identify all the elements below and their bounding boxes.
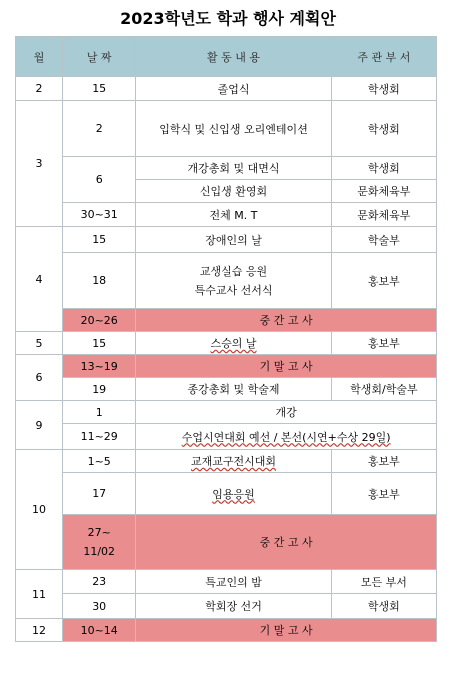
date-cell: 30 (63, 594, 136, 619)
month-cell: 5 (16, 332, 63, 355)
dept-cell: 홍보부 (331, 253, 436, 309)
header-activity: 활 동 내 용 (136, 37, 331, 77)
activity-cell: 개강 (136, 401, 437, 424)
date-cell: 13~19 (63, 355, 136, 378)
date-cell: 17 (63, 473, 136, 515)
dept-cell: 학생회 (331, 157, 436, 180)
month-cell: 4 (16, 227, 63, 332)
dept-cell: 홍보부 (331, 450, 436, 473)
table-row (16, 450, 437, 473)
table-header-row (16, 37, 437, 77)
activity-text: 교재교구전시대회 (191, 455, 277, 468)
table-row (16, 594, 437, 619)
dept-cell: 학술부 (331, 227, 436, 253)
activity-cell: 장애인의 날 (136, 227, 331, 253)
date-cell: 15 (63, 77, 136, 101)
date-line: 27~ (87, 526, 111, 539)
date-cell: 15 (63, 227, 136, 253)
date-cell: 2 (63, 101, 136, 157)
table-row (16, 401, 437, 424)
date-cell: 10~14 (63, 619, 136, 642)
date-line: 11/02 (83, 545, 116, 558)
activity-cell (136, 473, 331, 515)
exam-cell: 기 말 고 사 (136, 619, 437, 642)
activity-text: 수업시연대회 예선 / 본선(시연+수상 29일) (181, 430, 391, 444)
document-title: 2023학년도 학과 행사 계획안 (120, 9, 336, 28)
activity-line: 교생실습 응원 (199, 264, 268, 278)
date-cell: 1 (63, 401, 136, 424)
exam-cell: 중 간 고 사 (136, 309, 437, 332)
date-cell: 1~5 (63, 450, 136, 473)
table-row (16, 101, 437, 157)
date-cell: 18 (63, 253, 136, 309)
activity-cell (136, 253, 331, 309)
table-row (16, 77, 437, 101)
activity-cell: 졸업식 (136, 77, 331, 101)
date-cell: 20~26 (63, 309, 136, 332)
exam-cell: 중 간 고 사 (136, 515, 437, 570)
month-cell: 9 (16, 401, 63, 450)
dept-cell: 학생회 (331, 594, 436, 619)
header-date: 날 짜 (63, 37, 136, 77)
activity-cell: 특교인의 밤 (136, 570, 331, 594)
exam-cell: 기 말 고 사 (136, 355, 437, 378)
table-row (16, 309, 437, 332)
dept-cell: 학생회/학술부 (331, 378, 436, 401)
table-row (16, 253, 437, 309)
month-cell: 11 (16, 570, 63, 619)
activity-cell: 개강총회 및 대면식 (136, 157, 331, 180)
date-cell: 6 (63, 157, 136, 203)
month-cell: 12 (16, 619, 63, 642)
dept-cell: 홍보부 (331, 332, 436, 355)
dept-cell: 학생회 (331, 77, 436, 101)
table-row (16, 473, 437, 515)
dept-cell: 문화체육부 (331, 203, 436, 227)
activity-text: 임용응원 (212, 487, 255, 501)
month-cell: 3 (16, 101, 63, 227)
month-cell: 6 (16, 355, 63, 401)
date-cell: 19 (63, 378, 136, 401)
dept-cell: 홍보부 (331, 473, 436, 515)
header-month: 월 (16, 37, 63, 77)
month-cell: 10 (16, 450, 63, 570)
activity-cell: 학회장 선거 (136, 594, 331, 619)
dept-cell: 학생회 (331, 101, 436, 157)
table-row (16, 332, 437, 355)
date-cell (63, 515, 136, 570)
table-row (16, 203, 437, 227)
activity-cell: 신입생 환영회 (136, 180, 331, 203)
activity-line: 특수교사 선서식 (194, 283, 273, 297)
activity-cell: 입학식 및 신입생 오리엔테이션 (136, 101, 331, 157)
activity-cell: 전체 M. T (136, 203, 331, 227)
table-row (16, 570, 437, 594)
month-cell: 2 (16, 77, 63, 101)
table-row (16, 619, 437, 642)
activity-cell (136, 332, 331, 355)
table-row (16, 157, 437, 180)
activity-cell (136, 450, 331, 473)
event-schedule-table (15, 36, 437, 642)
table-row (16, 378, 437, 401)
activity-cell: 종강총회 및 학술제 (136, 378, 331, 401)
date-cell: 23 (63, 570, 136, 594)
dept-cell: 모든 부서 (331, 570, 436, 594)
table-row (16, 227, 437, 253)
date-cell: 30~31 (63, 203, 136, 227)
table-row (16, 424, 437, 450)
table-row (16, 515, 437, 570)
dept-cell: 문화체육부 (331, 180, 436, 203)
date-cell: 15 (63, 332, 136, 355)
activity-text: 스승의 날 (210, 337, 257, 350)
date-cell: 11~29 (63, 424, 136, 450)
activity-cell (136, 424, 437, 450)
table-row (16, 355, 437, 378)
header-dept: 주 관 부 서 (331, 37, 436, 77)
